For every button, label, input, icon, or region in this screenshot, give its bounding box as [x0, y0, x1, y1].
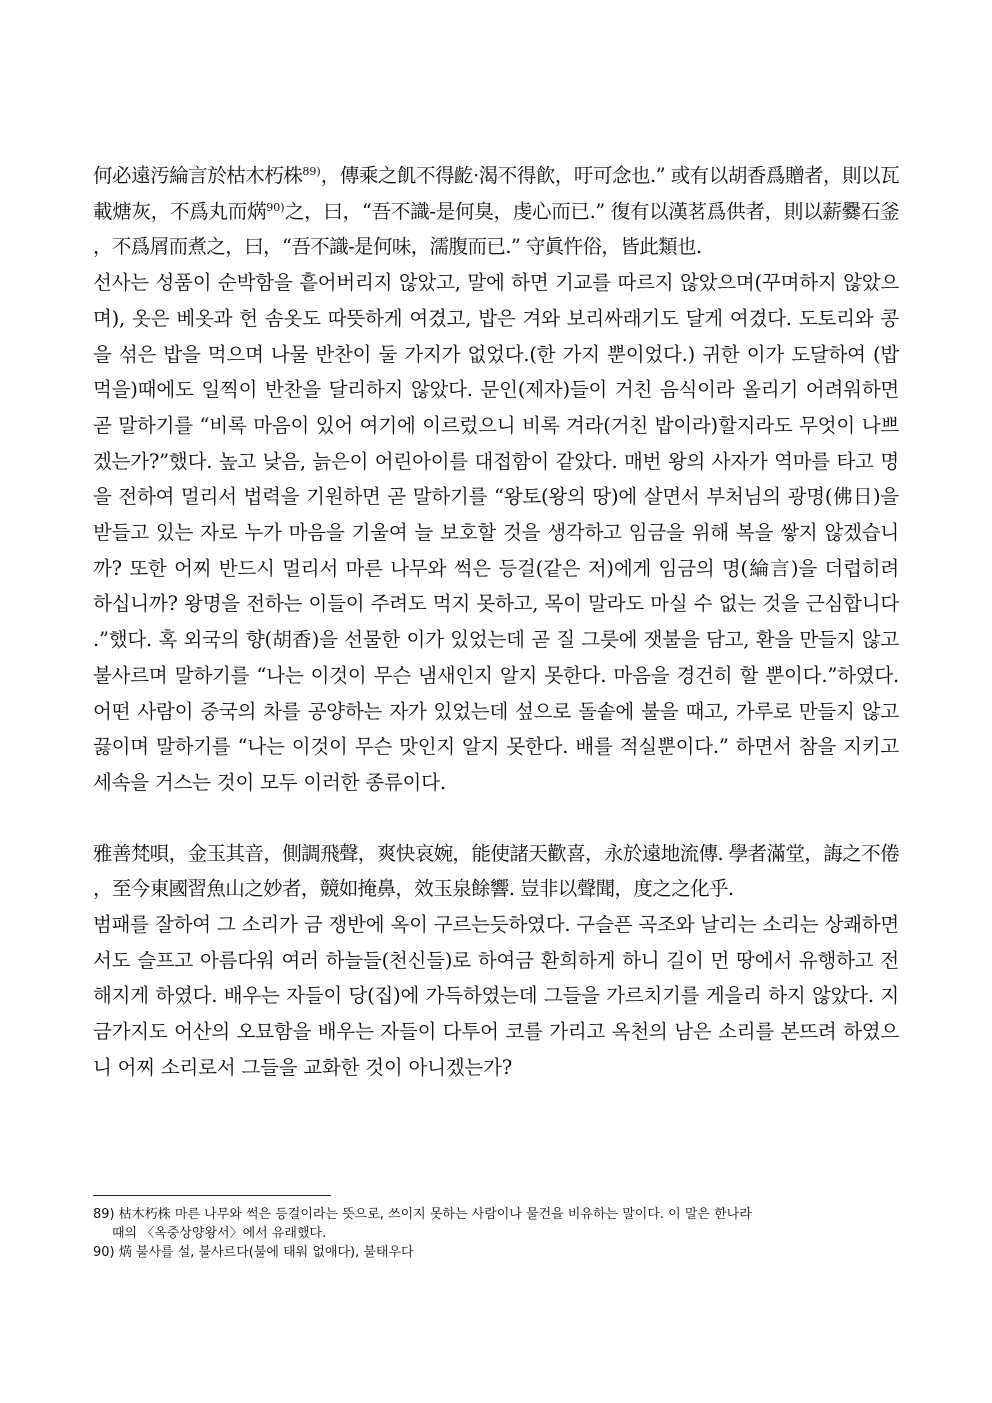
hanja-text-part-1: 何必遠汚綸言於枯木朽株: [93, 164, 303, 187]
hanja-text-part-3: 之，曰，“吾不識-是何臭，虔心而已.” 復有以漢茗爲供者，則以薪爨石釜，不爲屑而煮之，曰，“吾不識-是何味，濡腹而已.” 守眞忤俗，皆此類也.: [93, 199, 899, 259]
footnote-89-continued: 때의 〈옥중상양왕서〉에서 유래했다.: [112, 1226, 327, 1241]
footnotes-section: [93, 1195, 899, 1262]
korean-translation-1: 선사는 성품이 순박함을 흩어버리지 않았고, 말에 하면 기교를 따르지 않았으며(꾸며하지 않았으며), 옷은 베옷과 헌 솜옷도 따뜻하게 여겼고, 밥은 겨와 보리싸래기도 달게 여겼다. 도토리와 콩을 섞은 밥을 먹으며 나물 반찬이 둘 가지가 없었다.(한 가지 뿐이었다.) 귀한 이가 도달하여 (밥 먹을)때에도 일찍이 반찬을 달리하지 않았다. 문인(제자)들이 거친 음식이라 올리기 어려워하면 곧 말하기를 “비록 마음이 있어 여기에 이르렀으니 비록 겨라(거친 밥이라)할지라도 무엇이 나쁘겠는가?”했다. 높고 낮음, 늙은이 어린아이를 대접함이 같았다. 매번 왕의 사자가 역마를 타고 명을 전하여 멀리서 법력을 기원하면 곧 말하기를 “왕토(왕의 땅)에 살면서 부처님의 광명(佛日)을 받들고 있는 자로 누가 마음을 기울여 늘 보호할 것을 생각하고 임금을 위해 복을 쌓지 않겠습니까? 또한 어찌 반드시 멀리서 마른 나무와 썩은 등걸(같은 저)에게 임금의 명(綸言)을 더럽히려 하십니까? 왕명을 전하는 이들이 주려도 먹지 못하고, 목이 말라도 마실 수 없는 것을 근심합니다.”했다. 혹 외국의 향(胡香)을 선물한 이가 있었는데 곧 질 그릇에 잿불을 담고, 환을 만들지 않고 불사르며 말하기를 “나는 이것이 무슨 냄새인지 알지 못한다. 마음을 경건히 할 뿐이다.”하였다. 어떤 사람이 중국의 차를 공양하는 자가 있었는데 섶으로 돌솥에 불을 때고, 가루로 만들지 않고 끓이며 말하기를 “나는 이것이 무슨 맛인지 알지 못한다. 배를 적실뿐이다.” 하면서 참을 지키고 세속을 거스는 것이 모두 이러한 종류이다.: [93, 271, 899, 794]
footnote-ref-89[interactable]: 89): [302, 165, 321, 178]
footnote-number: 90): [93, 1245, 115, 1260]
document-body: [93, 158, 899, 1086]
footnote-ref-90[interactable]: 90): [266, 200, 285, 214]
paragraph-spacer: [93, 801, 899, 836]
korean-translation-2: 범패를 잘하여 그 소리가 금 쟁반에 옥이 구르는듯하였다. 구슬픈 곡조와 날리는 소리는 상쾌하면서도 슬프고 아름다워 여러 하늘들(천신들)로 하여금 환희하게 하니 길이 먼 땅에서 유행하고 전해지게 하였다. 배우는 자들이 당(집)에 가득하였는데 그들을 가르치기를 게을리 하지 않았다. 지금가지도 어산의 오묘함을 배우는 자들이 다투어 코를 가리고 옥천의 남은 소리를 본뜨려 하였으니 어찌 소리로서 그들을 교화한 것이 아니겠는가?: [93, 913, 899, 1079]
hanja-text-part-2: ，傳乘之飢不得齕·渴不得飮，吁可念也.” 或有以胡香爲贈者，則以瓦載煻灰，不爲丸而焫: [93, 164, 900, 223]
hanja-paragraph-2: 雅善梵唄，金玉其音，側調飛聲，爽快哀婉，能使諸天歡喜，永於遠地流傳. 學者滿堂，誨之不倦，至今東國習魚山之妙者，競如掩鼻，效玉泉餘響. 豈非以聲聞，度之之化乎.: [93, 841, 899, 901]
footnote-90: [93, 1243, 899, 1262]
hanja-paragraph-1: [93, 158, 899, 265]
footnote-text: 焫 불사를 설, 불사르다(불에 태워 없애다), 불태우다: [118, 1245, 414, 1260]
footnote-text: 枯木朽株 마른 나무와 썩은 등걸이라는 뜻으로, 쓰이지 못하는 사람이나 물건을 비유하는 말이다. 이 말은 한나라: [118, 1207, 752, 1222]
footnote-number: 89): [93, 1207, 115, 1222]
footnote-divider: [93, 1195, 331, 1196]
footnote-89: [93, 1205, 899, 1224]
